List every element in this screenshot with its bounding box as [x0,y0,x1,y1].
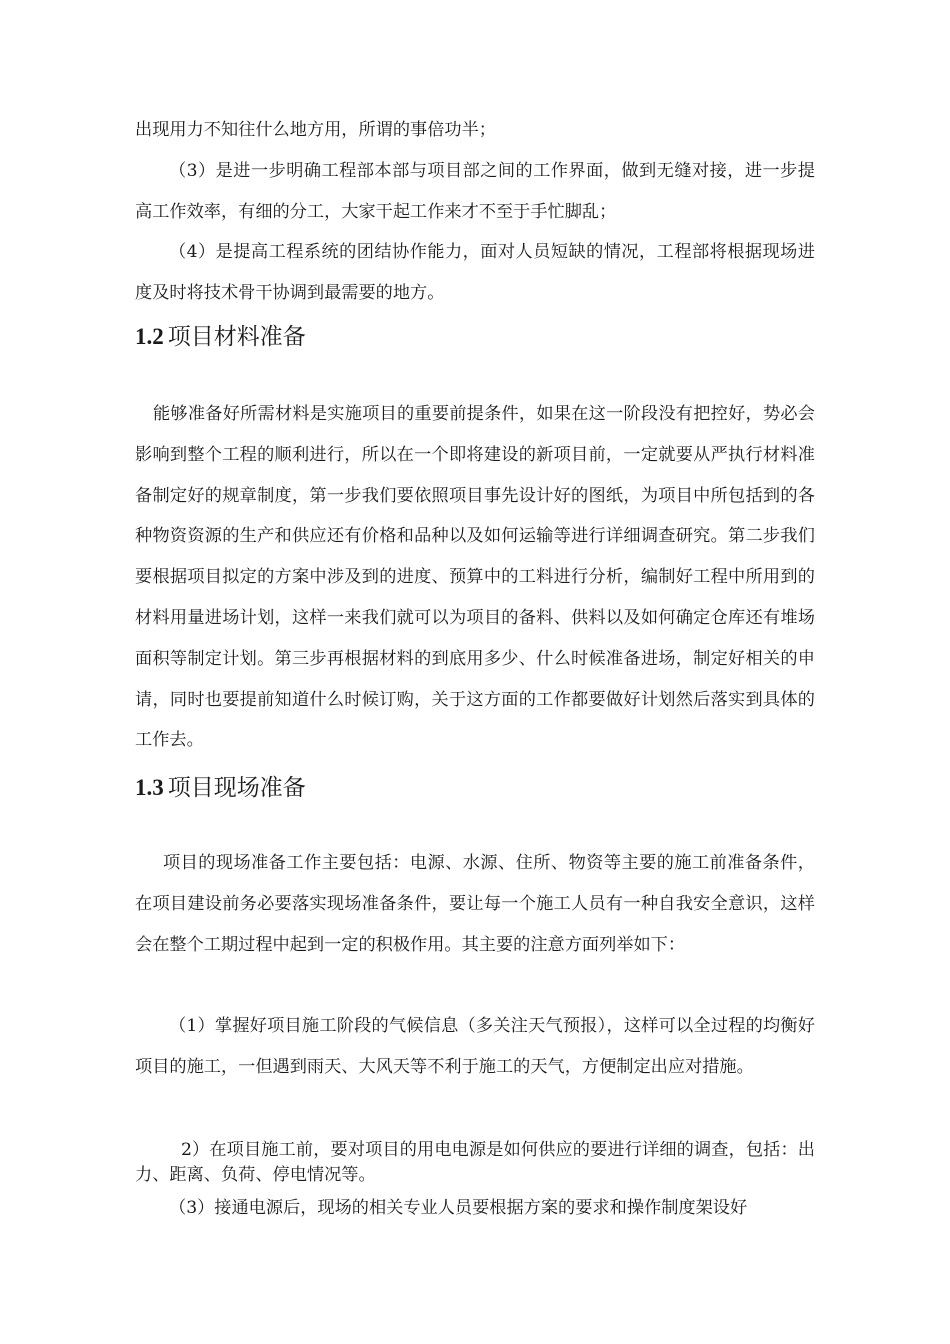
paragraph-item-4: （4）是提高工程系统的团结协作能力，面对人员短缺的情况，工程部将根据现场进度及时将技术骨干协调到最需要的地方。 [135,242,815,303]
section-heading-1-2 [135,322,306,352]
section-heading-1-3 [135,773,306,803]
paragraph-materials: 能够准备好所需材料是实施项目的重要前提条件，如果在这一阶段没有把控好，势必会影响到整个工程的顺利进行，所以在一个即将建设的新项目前，一定就要从严执行材料准备制定好的规章制度，第一步我们要依照项目事先设计好的图纸，为项目中所包括到的各种物资资源的生产和供应还有价格和品种以及如何运输等进行详细调查研究。第二步我们要根据项目拟定的方案中涉及到的进度、预算中的工料进行分析，编制好工程中所用到的材料用量进场计划，这样一来我们就可以为项目的备料、供料以及如何确定仓库还有堆场面积等制定计划。第三步再根据材料的到底用多少、什么时候准备进场，制定好相关的申请，同时也要提前知道什么时候订购，关于这方面的工作都要做好计划然后落实到具体的工作去。 [135,404,815,751]
section-number: 1.3 [135,775,164,800]
paragraph-site-prep: 项目的现场准备工作主要包括：电源、水源、住所、物资等主要的施工前准备条件，在项目建设前务必要落实现场准备条件，要让每一个施工人员有一种自我安全意识，这样会在整个工期过程中起到一定的积极作用。其主要的注意方面列举如下： [135,853,815,955]
paragraph-item-3: （3）是进一步明确工程部本部与项目部之间的工作界面，做到无缝对接，进一步提高工作效率，有细的分工，大家干起工作来才不至于手忙脚乱； [135,161,815,222]
paragraph-continuation: 出现用力不知往什么地方用，所谓的事倍功半； [135,120,496,140]
section-title: 项目现场准备 [167,775,306,801]
paragraph-site-item-3: （3）接通电源后，现场的相关专业人员要根据方案的要求和操作制度架设好 [169,1198,748,1218]
section-title: 项目材料准备 [167,324,306,350]
paragraph-site-item-2: 2）在项目施工前，要对项目的用电电源是如何供应的要进行详细的调查，包括：出力、距离、负荷、停电情况等。 [135,1140,815,1185]
paragraph-site-item-1: （1）掌握好项目施工阶段的气候信息（多关注天气预报），这样可以全过程的均衡好项目的施工，一但遇到雨天、大风天等不利于施工的天气，方便制定出应对措施。 [135,1016,815,1077]
section-number: 1.2 [135,324,164,349]
